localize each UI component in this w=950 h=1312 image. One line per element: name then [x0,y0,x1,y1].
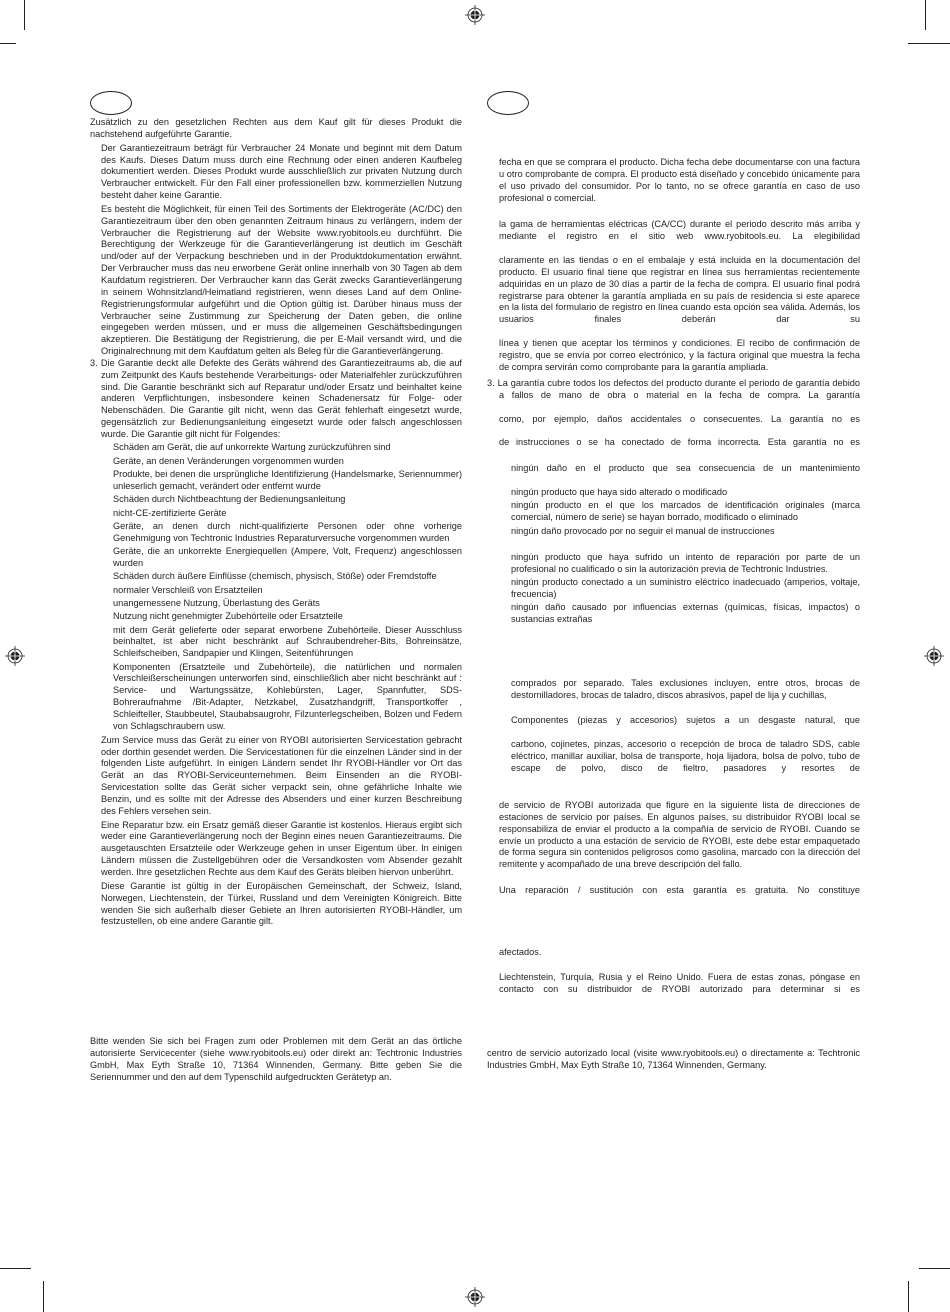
crop-mark [24,0,25,30]
german-repair: Eine Reparatur bzw. ein Ersatz gemäß dieser Garantie ist kostenlos. Hieraus ergibt sich weder eine Garantieverlängerung noch der Beginn eines neuen Garantiezeitraums. Die ausgetauschten Ersatzteile oder Werkzeuge gehen in unser Eigentum über. In einigen Ländern müssen die Zustellgebühren oder die Versandkosten vom Absender gezahlt werden. Ihre gesetzlichen Rechte aus dem Kauf des Geräts bleiben hiervon unberührt. [101,819,462,877]
registration-mark-icon [4,645,26,667]
registration-mark-icon [923,645,945,667]
german-intro: Zusätzlich zu den gesetzlichen Rechten aus dem Kauf gilt für dieses Produkt die nachstehend aufgeführte Garantie. [90,117,462,139]
spanish-contact [487,1048,860,1072]
german-exclusion-item: Produkte, bei denen die ursprüngliche Identifizierung (Handelsmarke, Seriennummer) unleserlich gemacht, verändert oder entfernt wurde [113,468,462,491]
spanish-p2c: línea y tienen que aceptar los términos y condiciones. El recibo de confirmación de registro, que se envía por correo electrónico, y la factura original que muestra la fecha de compra servirán como comprobante para la garantía ampliada. [499,338,860,372]
spanish-exclusion: comprados por separado. Tales exclusiones incluyen, entre otros, brocas de destornilladores, brocas de taladro, discos abrasivos, papel de lija y cuchillas, [511,678,860,700]
german-exclusion-item: Nutzung nicht genehmigter Zubehörteile oder Ersatzteile [113,611,343,622]
spanish-exclusion: carbono, cojinetes, pinzas, accesorio o recepción de broca de taladro SDS, cable eléctrico, manillar auxiliar, bolsa de transporte, hoja lijadora, bolsa de polvo, tubo de escape de polvo, disco de fieltro, pasadores y resortes de [511,739,860,773]
spanish-exclusion: ningún producto conectado a un suministro eléctrico inadecuado (amperios, voltaje, frecuencia) [511,577,860,599]
german-contact [90,1036,462,1083]
german-validity: Diese Garantie ist gültig in der Europäischen Gemeinschaft, der Schweiz, Island, Norwegen, Liechtenstein, der Türkei, Russland und dem Vereinigten Königreich. Bitte wenden Sie sich außerhalb dieser Gebiete an Ihren autorisierten RYOBI-Händler, um festzustellen, ob eine andere Garantie gilt. [101,880,462,927]
crop-mark [919,1268,950,1269]
german-exclusion-item: normaler Verschleiß von Ersatzteilen [113,584,263,595]
german-exclusion-item: mit dem Gerät gelieferte oder separat erworbene Zubehörteile. Dieser Ausschluss beinhaltet, ist aber nicht beschränkt auf Schraubendreher-Bits, Bohreinsätze, Schleifscheiben, Sandpapier und Klingen, Seitenführungen [113,624,462,659]
spanish-exclusion: ningún producto que haya sido alterado o modificado [511,487,728,497]
spanish-p2a: la gama de herramientas eléctricas (CA/CC) durante el periodo descrito más arriba y mediante el registro en el sitio web www.ryobitools.eu. La elegibilidad [499,219,860,241]
spanish-exclusion: ningún producto en el que los marcados de identificación originales (marca comercial, número de serie) se hayan borrado, modificado o eliminado [511,500,860,522]
registration-mark-icon [464,1286,486,1308]
spanish-validity: Liechtenstein, Turquía, Rusia y el Reino Unido. Fuera de estas zonas, póngase en contacto con su distribuidor de RYOBI autorizado para determinar si es [499,972,860,994]
spanish-exclusion: ningún producto que haya sufrido un intento de reparación por parte de un profesional no cualificado o sin la autorización previa de Techtronic Industries. [511,552,860,574]
german-exclusion-item: Geräte, die an unkorrekte Energiequellen (Ampere, Volt, Frequenz) angeschlossen wurden [113,546,462,568]
german-exclusion-item: Schäden durch Nichtbeachtung der Bedienungsanleitung [113,494,346,505]
german-exclusion-item: Komponenten (Ersatzteile und Zubehörteile), die natürlichen und normalen Verschleißerscheinungen unterworfen sind, einschließlich aber nicht beschränkt auf : Service- und Wartungssätze, Kohlebürsten, Lager, Spannfutter, SDS-Bohreraufnahme /Bit-Adapter, Netzkabel, Zusatzhandgriff, Transportkoffer , Schleifteller, Staubbeutel, Staubabsaugrohr, Filzunterlegscheiben, Bolzen und Federn von Schlagschraubern usw. [113,661,462,731]
german-exclusions-list [90,442,462,732]
spanish-exclusion: ningún daño en el producto que sea consecuencia de un mantenimiento [511,463,860,473]
german-exclusion-item: nicht-CE-zertifizierte Geräte [113,507,227,518]
spanish-p1: fecha en que se comprara el producto. Dicha fecha debe documentarse con una factura u otro comprobante de compra. El producto está diseñado y concebido únicamente para el uso privado del consumidor. Por lo tanto, no se ofrece garantía en caso de uso profesional o comercial. [499,157,860,203]
german-column [90,117,462,928]
crop-mark [43,1281,44,1312]
spanish-contact-text: centro de servicio autorizado local (visite www.ryobitools.eu) o directamente a: Techtronic Industries GmbH, Max Eyth Straße 10, 71364 Winnenden, Germany. [487,1048,860,1070]
spanish-service: de servicio de RYOBI autorizada que figure en la siguiente lista de direcciones de estaciones de servicio por países. En algunos países, su distribuidor RYOBI local se responsabiliza de enviar el producto a la compañía de servicio de RYOBI. Cuando se envíe un producto a una estación de servicio de RYOBI, este debe estar empaquetado de forma segura sin contenidos peligrosos como gasolina, marcado con la dirección del remitente y acompañado de una breve descripción del fallo. [499,800,860,870]
language-badge-es [487,91,529,115]
german-exclusion-item: unangemessene Nutzung, Überlastung des Geräts [113,597,320,608]
crop-mark [908,1281,909,1312]
german-exclusion-item: Schäden durch äußere Einflüsse (chemisch, physisch, Stöße) oder Fremdstoffe [113,571,437,582]
registration-mark-icon [464,4,486,26]
spanish-p2b: claramente en las tiendas o en el embalaje y está incluida en la documentación del producto. El usuario final tiene que registrar en línea sus herramientas recientemente adquiridas en un plazo de 30 días a partir de la fecha de compra. El usuario final podrá registrarse para obtener la garantía ampliada en su país de residencia si este aparece en la lista del formulario de registro en línea cuando esta opción sea válida. Además, los usuarios finales deberán dar su [499,255,860,325]
german-exclusion-item: Geräte, an denen durch nicht-qualifizierte Personen oder ohne vorherige Genehmigung von Techtronic Industries Reparaturversuche vorgenommen wurden [113,520,462,543]
german-warranty-period: Der Garantiezeitraum beträgt für Verbraucher 24 Monate und beginnt mit dem Datum des Kaufs. Dieses Datum muss durch eine Rechnung oder einen anderen Kaufbeleg dokumentiert werden. Dieses Produkt wurde ausschließlich zur privaten Nutzung durch Verbraucher entwickelt. Für den Fall einer professionellen bzw. kommerziellen Nutzung besteht daher keine Garantie. [101,142,462,201]
crop-mark [925,0,926,30]
spanish-p3b: como, por ejemplo, daños accidentales o consecuentes. La garantía no es [499,414,860,424]
german-coverage: 3. Die Garantie deckt alle Defekte des Geräts während des Garantiezeitraums ab, die auf zum Zeitpunkt des Kaufs bestehende Verarbeitungs- oder Materialfehler zurückzuführen sind. Die Garantie beschränkt sich auf Reparatur und/oder Ersatz und beinhaltet keine anderen Verpflichtungen, insbesondere keinen Schadenersatz für Folge- oder Nebenschäden. Die Garantie gilt nicht, wenn das Gerät fehlerhaft eingesetzt wurde, gegensätzlich zur Bedienungsanleitung eingesetzt wurde oder falsch angeschlossen wurde. Die Garantie gilt nicht für Folgendes: [90,357,462,439]
german-service: Zum Service muss das Gerät zu einer von RYOBI autorisierten Servicestation gebracht oder dorthin gesendet werden. Die Servicestationen für die einzelnen Länder sind in der folgenden Liste aufgeführt. In einigen Ländern sendet Ihr RYOBI-Händler vor Ort das Gerät an das RYOBI-Serviceunternehmen. Beim Einsenden an die RYOBI-Servicestation sollte das Gerät sicher verpackt sein, ohne gefährliche Inhalte wie Benzin, und es sollte mit der Adresse des Absenders und einer kurzen Beschreibung des Fehlers versehen sein. [101,734,462,816]
crop-mark [0,1268,31,1269]
language-badge-de [90,91,132,115]
spanish-p3a: 3. La garantía cubre todos los defectos del producto durante el periodo de garantía debido a fallos de mano de obra o material en la fecha de compra. La garantía [487,378,860,400]
crop-mark [908,43,950,44]
spanish-exclusion: ningún daño provocado por no seguir el manual de instrucciones [511,526,775,536]
german-exclusion-item: Schäden am Gerät, die auf unkorrekte Wartung zurückzuführen sind [113,442,391,453]
spanish-exclusion: ningún daño causado por influencias externas (químicas, físicas, impactos) o sustancias extrañas [511,602,860,624]
spanish-p3c: de instrucciones o se ha conectado de forma incorrecta. Esta garantía no es [499,437,860,447]
german-contact-text: Bitte wenden Sie sich bei Fragen zum oder Problemen mit dem Gerät an das örtliche autorisierte Servicecenter (siehe www.ryobitools.eu) oder direkt an: Techtronic Industries GmbH, Max Eyth Straße 10, 71364 Winnenden, Germany. Bitte geben Sie die Seriennummer und den auf dem Typenschild aufgedruckten Gerätetyp an. [90,1036,462,1082]
crop-mark [0,43,16,44]
spanish-repair: Una reparación / sustitución con esta garantía es gratuita. No constituye [499,885,860,895]
spanish-repair-end: afectados. [499,947,542,957]
spanish-exclusion: Componentes (piezas y accesorios) sujetos a un desgaste natural, que [511,715,860,725]
german-extension: Es besteht die Möglichkeit, für einen Teil des Sortiments der Elektrogeräte (AC/DC) den Garantiezeitraum über den oben genannten Zeitraum hinaus zu verlängern, indem der Verbraucher die Registrierung auf der Website www.ryobitools.eu durchführt. Die Berechtigung der Werkzeuge für die Garantieverlängerung ist deutlich im Geschäft und/oder auf der Verpackung beschrieben und in der Produktdokumentation erwähnt. Der Verbraucher muss das neu erworbene Gerät online innerhalb von 30 Tagen ab dem Kaufdatum registrieren. Der Verbraucher kann das Gerät zwecks Garantieverlängerung in seinem Wohnsitzland/Heimatland registrieren, wenn dieses Land auf dem Online-Registrierungsformular aufgeführt und die Option gültig ist. Darüber hinaus muss der Verbraucher seine Zustimmung zur Speicherung der Daten geben, die online eingegeben werden müssen, und er muss die allgemeinen Geschäftsbedingungen akzeptieren. Die Bestätigung der Registrierung, die per E-Mail versandt wird, und die Originalrechnung mit dem Kaufdatum gelten als Beleg für die Garantieverlängerung. [101,203,462,357]
german-exclusion-item: Geräte, an denen Veränderungen vorgenommen wurden [113,455,344,466]
